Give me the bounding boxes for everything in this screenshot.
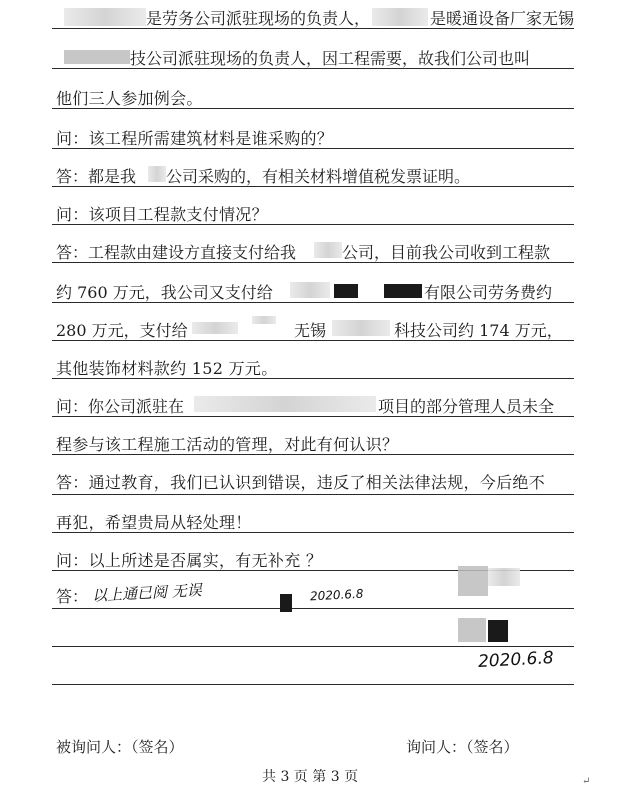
redaction — [458, 618, 486, 642]
answer-management-b: 再犯，希望贵局从轻处理！ — [56, 513, 252, 532]
question-management-b: 项目的部分管理人员未全 — [378, 397, 555, 416]
text-line-1a: 是劳务公司派驻现场的负责人， — [146, 9, 371, 28]
handwritten-date-2: 2020.6.8 — [477, 648, 555, 672]
redaction — [334, 284, 358, 298]
answer-payment-b: 公司，目前我公司收到工程款 — [342, 243, 551, 262]
question-management-c: 程参与该工程施工活动的管理，对此有何认识？ — [56, 435, 399, 454]
answer-materials-a: 答：都是我 — [56, 167, 137, 186]
handwritten-date-1: 2020.6.8 — [309, 586, 364, 604]
answer-materials-b: 公司采购的，有相关材料增值税发票证明。 — [166, 167, 471, 186]
ruled-line — [52, 608, 574, 609]
answer-payment-a: 答：工程款由建设方直接支付给我 — [56, 243, 297, 262]
redaction — [192, 322, 238, 334]
text-line-1b: 是暖通设备厂家无锡 — [430, 9, 575, 28]
interviewee-signature-label: 被询问人：（签名） — [56, 738, 184, 756]
question-materials: 问：该工程所需建筑材料是谁采购的？ — [56, 129, 334, 148]
interviewer-signature-label: 询问人：（签名） — [406, 738, 519, 756]
redaction — [372, 8, 428, 26]
question-confirm: 问：以上所述是否属实，有无补充 ？ — [56, 551, 323, 570]
ruled-line — [52, 646, 574, 647]
redaction — [290, 282, 330, 298]
answer-payment-g: 科技公司约 174 万元， — [394, 321, 563, 340]
redaction — [148, 166, 166, 182]
ruled-line — [52, 494, 574, 495]
text-line-3: 他们三人参加例会。 — [56, 89, 203, 108]
redaction — [458, 566, 488, 596]
redaction — [332, 320, 390, 336]
redaction — [280, 594, 292, 612]
answer-management-a: 答：通过教育，我们已认识到错误，违反了相关法律法规，今后绝不 — [56, 473, 546, 492]
redaction — [64, 8, 146, 26]
return-mark: ↵ — [582, 776, 591, 787]
redaction — [64, 50, 130, 64]
answer-payment-e: 280 万元，支付给 — [56, 321, 188, 340]
redaction — [384, 284, 422, 298]
redaction — [488, 568, 520, 586]
answer-prefix: 答： — [56, 587, 89, 606]
redaction — [194, 396, 376, 412]
answer-payment-d: 有限公司劳务费约 — [424, 283, 553, 302]
redaction — [252, 316, 276, 324]
answer-payment-h: 其他装饰材料款约 152 万元。 — [56, 359, 278, 378]
handwritten-answer: 以上通已阅 无误 — [91, 581, 203, 605]
answer-payment-c: 约 760 万元，我公司又支付给 — [56, 283, 273, 302]
page-number: 共 3 页 第 3 页 — [262, 769, 359, 785]
redaction — [314, 242, 342, 258]
redaction — [488, 620, 508, 642]
text-line-2: 技公司派驻现场的负责人，因工程需要，故我们公司也叫 — [130, 49, 531, 68]
ruled-line — [52, 684, 574, 685]
question-payment: 问：该项目工程款支付情况？ — [56, 205, 268, 224]
answer-payment-f: 无锡 — [294, 321, 327, 340]
question-management-a: 问：你公司派驻在 — [56, 397, 185, 416]
